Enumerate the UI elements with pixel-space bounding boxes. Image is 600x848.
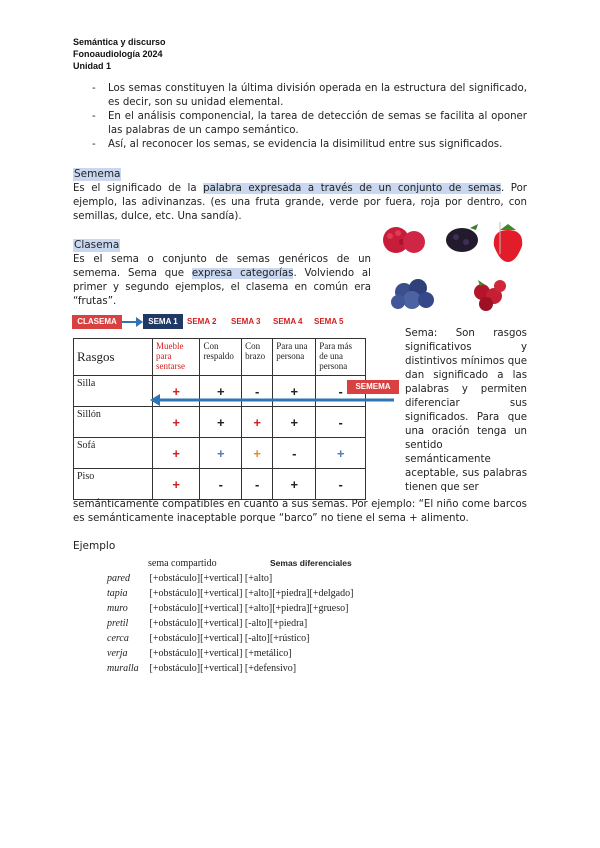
bullet-item: - Así, al reconocer los semas, se evidencia la disimilitud entre sus significados. — [92, 138, 527, 152]
row-word: Silla — [74, 376, 153, 407]
sema-definition: Sema: Son rasgos significativos y distintivos mínimos que dan significado a las palabras y permiten diferenciar sus significados. Para que una oración tenga un sentido semánticamente aceptable, sus palabras tienen que ser — [405, 328, 527, 493]
example-row: muro [+obstáculo][+vertical] [+alto][+piedra][+grueso] — [107, 603, 349, 614]
row-word: Sofá — [74, 438, 153, 469]
feature-header: Con brazo — [242, 339, 273, 376]
feature-sign: - — [316, 407, 366, 438]
semema-arrow-icon — [150, 394, 394, 406]
semema-title: Semema — [74, 168, 121, 180]
header-course: Semántica y discurso — [73, 37, 166, 47]
semema-definition: Es el significado de la palabra expresada a través de un conjunto de semas. Por ejemplo, las adivinanzas. (es una fruta grande, verde por fuera, roja por dentro, con semillas, dulce, etc. Una sandía). — [73, 183, 527, 222]
example-row: pretil [+obstáculo][+vertical] [-alto][+piedra] — [107, 618, 308, 629]
feature-sign: + — [153, 407, 200, 438]
header-unit: Unidad 1 — [73, 61, 112, 71]
header-program: Fonoaudiología 2024 — [73, 49, 163, 59]
feature-header: Con respaldo — [200, 339, 242, 376]
feature-sign: + — [153, 438, 200, 469]
feature-header: Para una persona — [273, 339, 316, 376]
strawberry-image — [494, 222, 522, 262]
example-row: cerca [+obstáculo][+vertical] [-alto][+rústico] — [107, 633, 310, 644]
semema-label: SEMEMA — [347, 380, 399, 394]
sema-1-label: SEMA 1 — [143, 314, 183, 329]
sema-5-label: SEMA 5 — [314, 317, 344, 326]
table-row — [74, 469, 366, 500]
cranberry-image — [474, 280, 506, 311]
clasema-label: CLASEMA — [72, 315, 122, 329]
feature-sign: + — [200, 376, 242, 407]
feature-sign: + — [273, 376, 316, 407]
rasgos-header: Rasgos — [74, 339, 153, 376]
feature-sign: + — [316, 438, 366, 469]
sema-4-label: SEMA 4 — [273, 317, 303, 326]
feature-header: Para más de una persona — [316, 339, 366, 376]
feature-sign: - — [200, 469, 242, 500]
blueberry-image — [391, 279, 434, 309]
row-word: Piso — [74, 469, 153, 500]
blackberry-image — [446, 224, 478, 252]
clasema-arrow-icon — [122, 316, 144, 328]
feature-sign: - — [273, 438, 316, 469]
row-word: Sillón — [74, 407, 153, 438]
sema-3-label: SEMA 3 — [231, 317, 261, 326]
ejemplo-title: Ejemplo — [73, 540, 116, 552]
bullet-item: - En el análisis componencial, la tarea de detección de semas se facilita al oponer las palabras de un campo semántico. — [92, 110, 527, 138]
feature-sign: + — [200, 407, 242, 438]
semantic-features-table — [73, 338, 366, 500]
feature-sign: - — [316, 469, 366, 500]
fruit-images — [374, 218, 534, 318]
feature-header: Mueble para sentarse — [153, 339, 200, 376]
feature-sign: + — [153, 469, 200, 500]
example-row: muralla [+obstáculo][+vertical] [+defensivo] — [107, 663, 297, 674]
feature-sign: - — [242, 376, 273, 407]
shared-sema-header: sema compartido — [148, 558, 217, 569]
sema-2-label: SEMA 2 — [187, 317, 217, 326]
feature-sign: + — [200, 438, 242, 469]
clasema-definition: Es el sema o conjunto de semas genéricos de un semema. Sema que expresa categorías. Volviendo al primer y segundo ejemplos, el clasema en común era “frutas”. — [73, 254, 372, 307]
example-row: verja [+obstáculo][+vertical] [+metálico] — [107, 648, 292, 659]
example-row: tapia [+obstáculo][+vertical] [+alto][+piedra][+delgado] — [107, 588, 354, 599]
feature-sign: + — [153, 376, 200, 407]
bullet-item: - Los semas constituyen la última división operada en la estructura del significado, es decir, son su unidad elemental. — [92, 82, 527, 110]
feature-sign: - — [316, 376, 366, 407]
raspberry-image — [383, 227, 425, 253]
table-row — [74, 407, 366, 438]
feature-sign: - — [242, 469, 273, 500]
table-row — [74, 438, 366, 469]
compatibility-paragraph: semánticamente compatibles en cuanto a sus semas. Por ejemplo: “El niño come barcos es semánticamente inaceptable porque “barco” no tiene el sema + alimento. — [73, 499, 527, 524]
feature-sign: + — [242, 438, 273, 469]
feature-sign: + — [242, 407, 273, 438]
bullet-list — [92, 82, 527, 152]
table-header-row — [74, 339, 366, 376]
clasema-title: Clasema — [74, 239, 120, 251]
example-row: pared [+obstáculo][+vertical] [+alto] — [107, 573, 273, 584]
feature-sign: + — [273, 469, 316, 500]
feature-sign: + — [273, 407, 316, 438]
differential-semas-header: Semas diferenciales — [270, 558, 352, 568]
